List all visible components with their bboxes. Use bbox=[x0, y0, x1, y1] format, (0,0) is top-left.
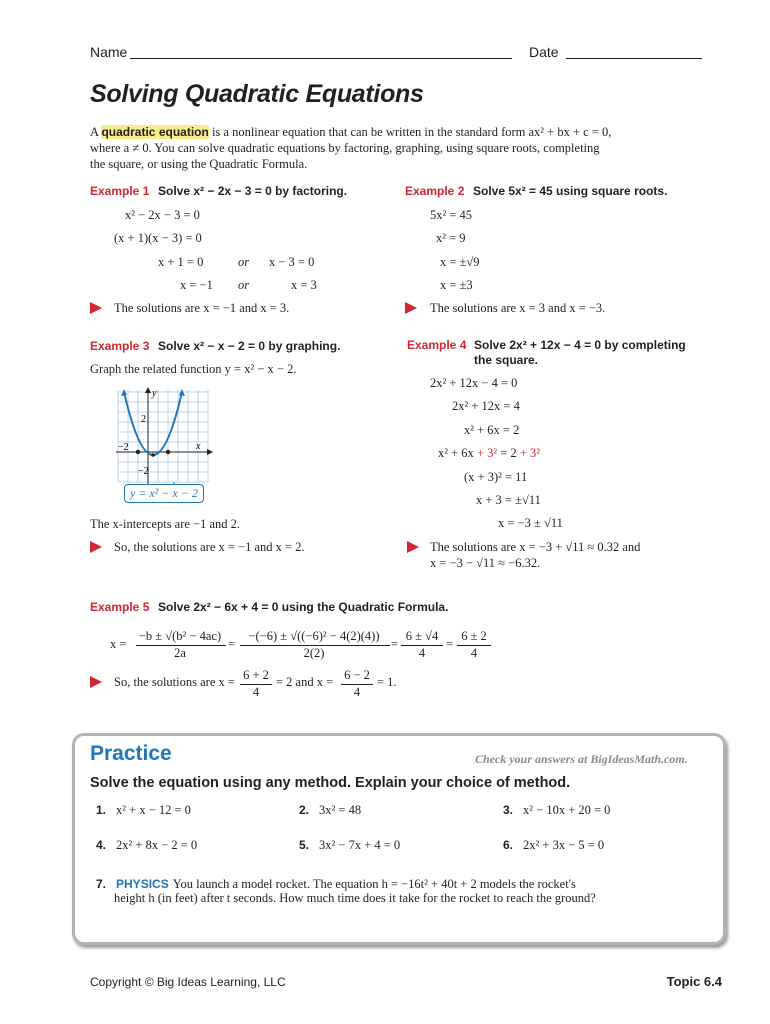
ex5-label: Example 5 bbox=[90, 600, 150, 614]
parabola-curve bbox=[124, 392, 182, 455]
ex4-conclusion-1: The solutions are x = −3 + √11 ≈ 0.32 and bbox=[430, 540, 641, 554]
ex2-arrow-icon bbox=[405, 302, 417, 314]
ex4-step3: x² + 6x = 2 bbox=[464, 423, 520, 437]
ex3-intercepts: The x-intercepts are −1 and 2. bbox=[90, 517, 241, 531]
ex4-label: Example 4 bbox=[407, 338, 467, 352]
ex4-arrow-icon bbox=[407, 541, 419, 553]
ex5-c1-num: 6 + 2 bbox=[243, 668, 269, 682]
intro-line-2: where a ≠ 0. You can solve quadratic equations by factoring, graphing, using square roots, completing bbox=[90, 141, 600, 155]
tick-label-x-neg2: −2 bbox=[118, 442, 129, 453]
ex5-f3-den: 4 bbox=[418, 646, 426, 660]
problem-1 bbox=[96, 801, 191, 819]
footer-copyright: Copyright © Big Ideas Learning, LLC bbox=[90, 975, 286, 989]
ex5-f4-num: 6 ± 2 bbox=[461, 629, 487, 643]
ex1-step3a: x + 1 = 0 bbox=[158, 255, 204, 269]
ex4-step4-red2: + 3² bbox=[519, 446, 540, 460]
problem-1-eq: x² + x − 12 = 0 bbox=[116, 803, 191, 817]
problem-4-num: 4. bbox=[96, 838, 107, 852]
practice-instruction: Solve the equation using any method. Explain your choice of method. bbox=[90, 775, 571, 791]
ex1-label: Example 1 bbox=[90, 184, 150, 198]
ex1-arrow-icon bbox=[90, 302, 102, 314]
ex2-step4: x = ±3 bbox=[440, 278, 473, 292]
problem-6-num: 6. bbox=[503, 838, 514, 852]
ex4-step4-red1: + 3² bbox=[476, 446, 498, 460]
ex4-step4 bbox=[438, 446, 540, 461]
footer-topic: Topic 6.4 bbox=[666, 974, 722, 989]
problem-4-eq: 2x² + 8x − 2 = 0 bbox=[116, 838, 198, 852]
ex2-label: Example 2 bbox=[405, 184, 465, 198]
ex4-conclusion-2: x = −3 − √11 ≈ −6.32. bbox=[430, 556, 541, 570]
curve-arrow-left-icon bbox=[121, 389, 127, 396]
ex5-f1-den: 2a bbox=[174, 646, 186, 660]
ex5-conc-c: = 1. bbox=[377, 675, 397, 689]
problem-5-eq: 3x² − 7x + 4 = 0 bbox=[319, 838, 401, 852]
ex1-or-2: or bbox=[238, 278, 250, 292]
problem-1-num: 1. bbox=[96, 803, 107, 817]
ex4-step7: x = −3 ± √11 bbox=[498, 516, 563, 530]
ex5-f1-num: −b ± √(b² − 4ac) bbox=[138, 629, 222, 643]
curve-label-box: y = x² − x − 2 bbox=[124, 484, 204, 503]
ex4-step5: (x + 3)² = 11 bbox=[464, 470, 528, 484]
ex1-step4b: x = 3 bbox=[291, 278, 317, 292]
ex2-heading: Solve 5x² = 45 using square roots. bbox=[473, 184, 668, 198]
ex5-f2-num: −(−6) ± √((−6)² − 4(2)(4)) bbox=[248, 629, 380, 643]
problem-7-tag: PHYSICS bbox=[116, 877, 169, 891]
intro-a: A bbox=[90, 125, 99, 139]
ex2-step3: x = ±√9 bbox=[440, 255, 480, 269]
intro-rest: is a nonlinear equation that can be written in the standard form ax² + bx + c = 0, bbox=[211, 125, 612, 139]
y-axis-label: y bbox=[152, 388, 157, 399]
ex3-heading: Solve x² − x − 2 = 0 by graphing. bbox=[158, 339, 341, 353]
ex5-eq-1: = bbox=[228, 637, 236, 651]
intro-term: quadratic equation bbox=[101, 125, 209, 139]
practice-check: Check your answers at BigIdeasMath.com. bbox=[475, 752, 688, 766]
ex2-conclusion: The solutions are x = 3 and x = −3. bbox=[430, 301, 606, 315]
ex5-x-eq: x = bbox=[110, 637, 127, 651]
problem-7-line1: You launch a model rocket. The equation h = −16t² + 40t + 2 models the rocket's bbox=[172, 877, 576, 891]
ex1-step4a: x = −1 bbox=[180, 278, 213, 292]
y-axis-arrow-icon bbox=[145, 387, 151, 393]
name-field[interactable] bbox=[130, 58, 512, 59]
ex1-step1: x² − 2x − 3 = 0 bbox=[125, 208, 200, 222]
ex3-label: Example 3 bbox=[90, 339, 150, 353]
ex2-step2: x² = 9 bbox=[436, 231, 466, 245]
practice-title: Practice bbox=[90, 742, 172, 765]
problem-5 bbox=[299, 836, 400, 854]
ex5-eq-2: = bbox=[391, 637, 399, 651]
ex1-heading: Solve x² − 2x − 3 = 0 by factoring. bbox=[158, 184, 348, 198]
x-axis-arrow-icon bbox=[207, 449, 213, 455]
x-intercept-right bbox=[166, 450, 170, 454]
ex1-step2: (x + 1)(x − 3) = 0 bbox=[114, 231, 202, 245]
ex5-c2-den: 4 bbox=[353, 685, 361, 699]
x-intercept-left bbox=[136, 450, 140, 454]
problem-3-num: 3. bbox=[503, 803, 514, 817]
problem-7-line2: height h (in feet) after t seconds. How much time does it take for the rocket to reach the ground? bbox=[114, 891, 596, 905]
date-label: Date bbox=[529, 44, 559, 60]
problem-6 bbox=[503, 836, 604, 854]
ex3-arrow-icon bbox=[90, 541, 102, 553]
intro-line-3: the square, or using the Quadratic Formula. bbox=[90, 157, 308, 171]
page-title: Solving Quadratic Equations bbox=[90, 80, 424, 108]
curve-arrow-right-icon bbox=[179, 389, 185, 396]
name-label: Name bbox=[90, 44, 128, 60]
problem-5-num: 5. bbox=[299, 838, 310, 852]
ex5-eq-3: = bbox=[446, 637, 454, 651]
intro-line-1 bbox=[90, 125, 611, 140]
ex4-heading-2: the square. bbox=[474, 353, 539, 367]
ex4-step4-a: x² + 6x bbox=[438, 446, 474, 460]
graph-grid bbox=[118, 390, 208, 482]
ex3-graph-text: Graph the related function y = x² − x − 2. bbox=[90, 362, 297, 376]
ex5-conc-b: = 2 and x = bbox=[276, 675, 334, 689]
ex1-conclusion: The solutions are x = −1 and x = 3. bbox=[114, 301, 290, 315]
tick-label-y-2: 2 bbox=[141, 414, 146, 425]
problem-2-num: 2. bbox=[299, 803, 310, 817]
problem-2-eq: 3x² = 48 bbox=[319, 803, 362, 817]
x-axis-label: x bbox=[196, 441, 201, 452]
ex4-step4-b: = 2 bbox=[500, 446, 517, 460]
ex4-step1: 2x² + 12x − 4 = 0 bbox=[430, 376, 518, 390]
ex5-f3-num: 6 ± √4 bbox=[405, 629, 439, 643]
problem-6-eq: 2x² + 3x − 5 = 0 bbox=[523, 838, 605, 852]
ex5-conc-a: So, the solutions are x = bbox=[114, 675, 235, 689]
ex5-f4-den: 4 bbox=[470, 646, 478, 660]
ex4-step6: x + 3 = ±√11 bbox=[476, 493, 541, 507]
problem-3-eq: x² − 10x + 20 = 0 bbox=[523, 803, 611, 817]
ex3-conclusion: So, the solutions are x = −1 and x = 2. bbox=[114, 540, 305, 554]
ex5-c1-den: 4 bbox=[252, 685, 260, 699]
ex2-step1: 5x² = 45 bbox=[430, 208, 473, 222]
problem-3 bbox=[503, 801, 610, 819]
problem-4 bbox=[96, 836, 197, 854]
ex5-arrow-icon bbox=[90, 676, 102, 688]
ex5-heading: Solve 2x² − 6x + 4 = 0 using the Quadratic Formula. bbox=[158, 600, 449, 614]
ex5-c2-num: 6 − 2 bbox=[344, 668, 370, 682]
ex5-f2-den: 2(2) bbox=[303, 646, 325, 660]
ex1-or-1: or bbox=[238, 255, 250, 269]
problem-2 bbox=[299, 801, 361, 819]
problem-7-num: 7. bbox=[96, 877, 107, 891]
ex4-heading-1: Solve 2x² + 12x − 4 = 0 by completing bbox=[474, 338, 686, 352]
vertex-point bbox=[151, 453, 155, 457]
tick-label-y-neg2: −2 bbox=[138, 466, 149, 477]
date-field[interactable] bbox=[566, 58, 702, 59]
ex1-step3b: x − 3 = 0 bbox=[269, 255, 315, 269]
ex4-step2: 2x² + 12x = 4 bbox=[452, 399, 520, 413]
